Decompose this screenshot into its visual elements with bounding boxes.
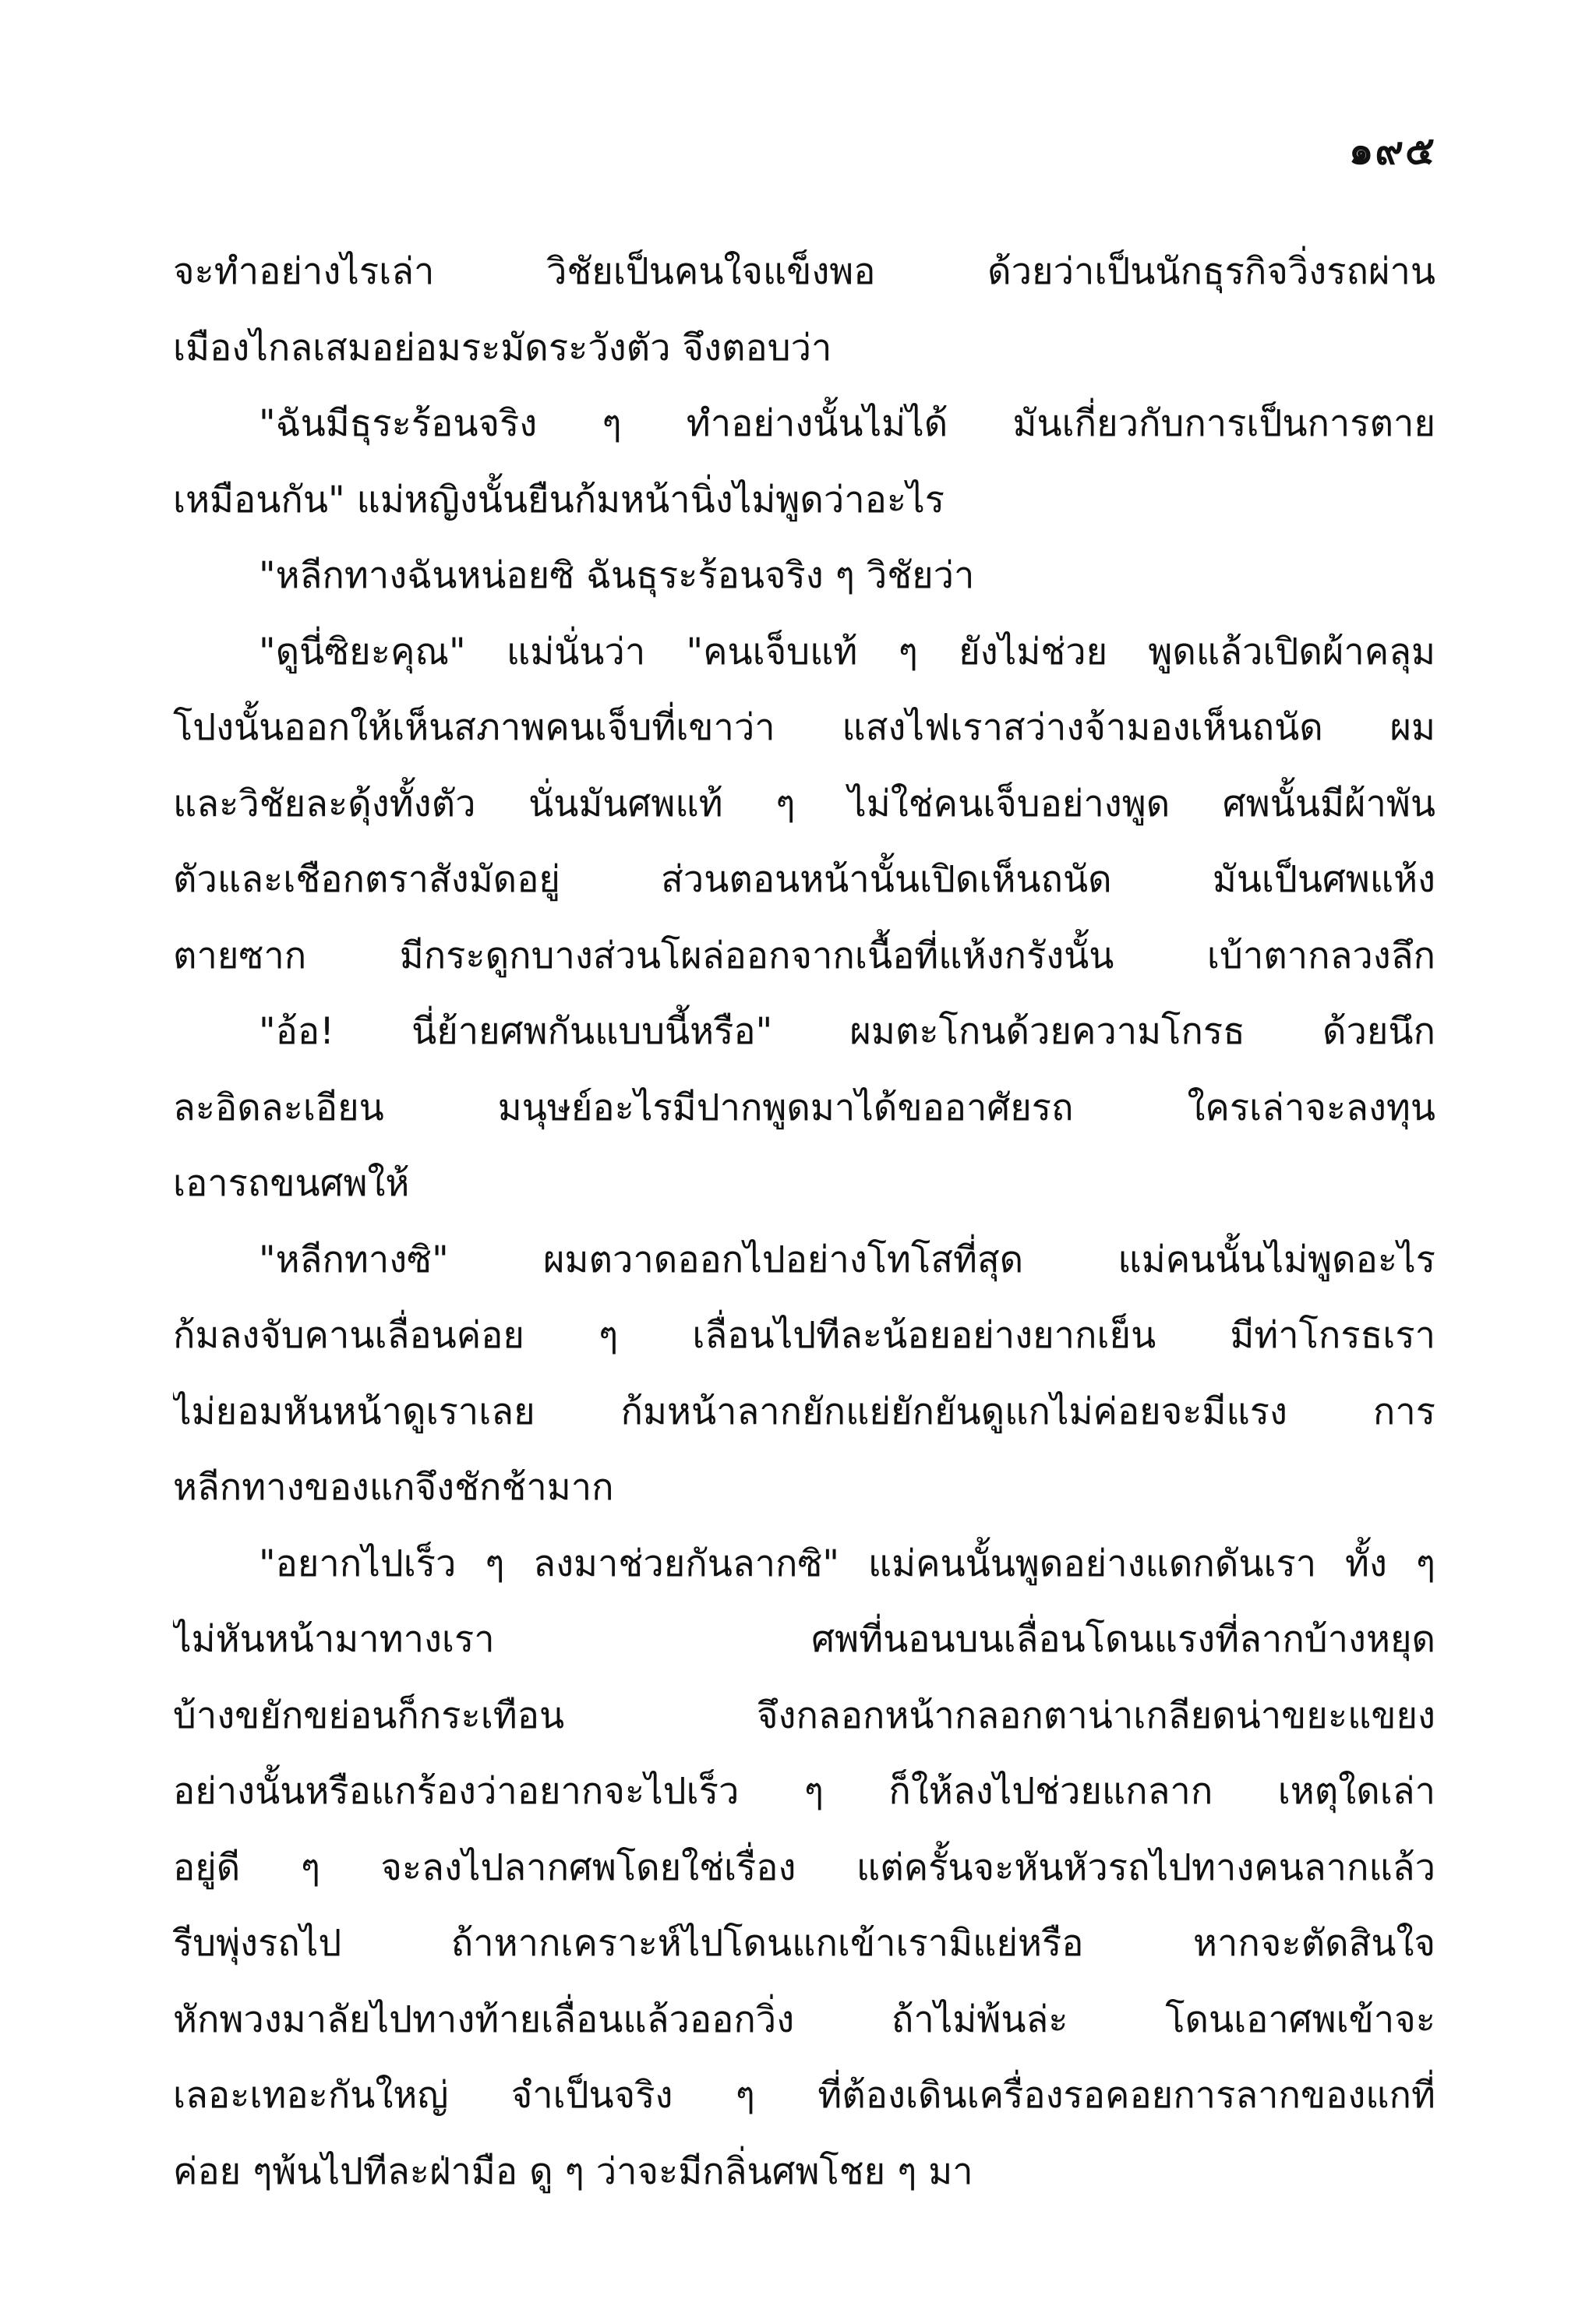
text-line: เอารถขนศพให้ xyxy=(173,1162,410,1205)
text-line: อยู่ดี ๆ จะลงไปลากศพโดยใช่เรื่อง แต่ครั้นจะหันหัวรถไปทางคนลากแล้ว xyxy=(173,1846,1435,1889)
text-line: ไม่หันหน้ามาทางเรา ศพที่นอนบนเลื่อนโดนแรงที่ลากบ้างหยุด xyxy=(173,1618,1435,1661)
text-line: "หลีกทางซิ" ผมตวาดออกไปอย่างโทโสที่สุด แม่คนนั้นไม่พูดอะไร xyxy=(259,1238,1435,1281)
text-line: ก้มลงจับคานเลื่อนค่อย ๆ เลื่อนไปทีละน้อยอย่างยากเย็น มีท่าโกรธเรา xyxy=(173,1314,1435,1357)
text-line: เมืองไกลเสมอย่อมระมัดระวังตัว จึงตอบว่า xyxy=(173,326,832,369)
text-line: หลีกทางของแกจึงชักช้ามาก xyxy=(173,1466,614,1509)
text-line: ค่อย ๆพ้นไปทีละฝ่ามือ ดู ๆ ว่าจะมีกลิ่นศพโชย ๆ มา xyxy=(173,2149,973,2193)
text-line: จะทำอย่างไรเล่า วิชัยเป็นคนใจแข็งพอ ด้วยว่าเป็นนักธุรกิจวิ่งรถผ่าน xyxy=(173,250,1435,293)
text-line: "ดูนี่ซิยะคุณ" แม่นั่นว่า "คนเจ็บแท้ ๆ ยังไม่ช่วย พูดแล้วเปิดผ้าคลุม xyxy=(259,630,1435,673)
text-line: ตายซาก มีกระดูกบางส่วนโผล่ออกจากเนื้อที่แห้งกรังนั้น เบ้าตากลวงลึก xyxy=(173,934,1435,977)
text-line: เลอะเทอะกันใหญ่ จำเป็นจริง ๆ ที่ต้องเดินเครื่องรอคอยการลากของแกที่ xyxy=(173,2074,1435,2117)
text-line: หักพวงมาลัยไปทางท้ายเลื่อนแล้วออกวิ่ง ถ้าไม่พ้นล่ะ โดนเอาศพเข้าจะ xyxy=(173,1997,1435,2041)
text-line: บ้างขยักขย่อนก็กระเทือน จึงกลอกหน้ากลอกตาน่าเกลียดน่าขยะแขยง xyxy=(173,1694,1435,1737)
text-line: และวิชัยละดุ้งทั้งตัว นั่นมันศพแท้ ๆ ไม่ใช่คนเจ็บอย่างพูด ศพนั้นมีผ้าพัน xyxy=(173,782,1435,825)
text-line: ตัวและเชือกตราสังมัดอยู่ ส่วนตอนหน้านั้นเปิดเห็นถนัด มันเป็นศพแห้ง xyxy=(173,858,1435,901)
text-line: เหมือนกัน" แม่หญิงนั้นยืนก้มหน้านิ่งไม่พูดว่าอะไร xyxy=(173,478,945,521)
body-text xyxy=(173,234,1435,2209)
text-line: "อยากไปเร็ว ๆ ลงมาช่วยกันลากซิ" แม่คนนั้นพูดอย่างแดกดันเรา ทั้ง ๆ xyxy=(259,1542,1435,1585)
text-line: "ฉันมีธุระร้อนจริง ๆ ทำอย่างนั้นไม่ได้ มันเกี่ยวกับการเป็นการตาย xyxy=(259,402,1435,445)
page-number: ๑๙๕ xyxy=(1348,128,1436,173)
text-line: "อ้อ! นี่ย้ายศพกันแบบนี้หรือ" ผมตะโกนด้วยความโกรธ ด้วยนึก xyxy=(259,1010,1435,1053)
text-line: ละอิดละเอียน มนุษย์อะไรมีปากพูดมาได้ขออาศัยรถ ใครเล่าจะลงทุน xyxy=(173,1086,1435,1129)
text-line: "หลีกทางฉันหน่อยซิ ฉันธุระร้อนจริง ๆ วิชัยว่า xyxy=(259,554,975,597)
text-line: รีบพุ่งรถไป ถ้าหากเคราะห์ไปโดนแกเข้าเรามิแย่หรือ หากจะตัดสินใจ xyxy=(173,1922,1435,1965)
text-line: อย่างนั้นหรือแกร้องว่าอยากจะไปเร็ว ๆ ก็ให้ลงไปช่วยแกลาก เหตุใดเล่า xyxy=(173,1770,1435,1813)
text-line: โปงนั้นออกให้เห็นสภาพคนเจ็บที่เขาว่า แสงไฟเราสว่างจ้ามองเห็นถนัด ผม xyxy=(173,706,1435,749)
text-line: ไม่ยอมหันหน้าดูเราเลย ก้มหน้าลากยักแย่ยักยันดูแกไม่ค่อยจะมีแรง การ xyxy=(173,1390,1435,1433)
